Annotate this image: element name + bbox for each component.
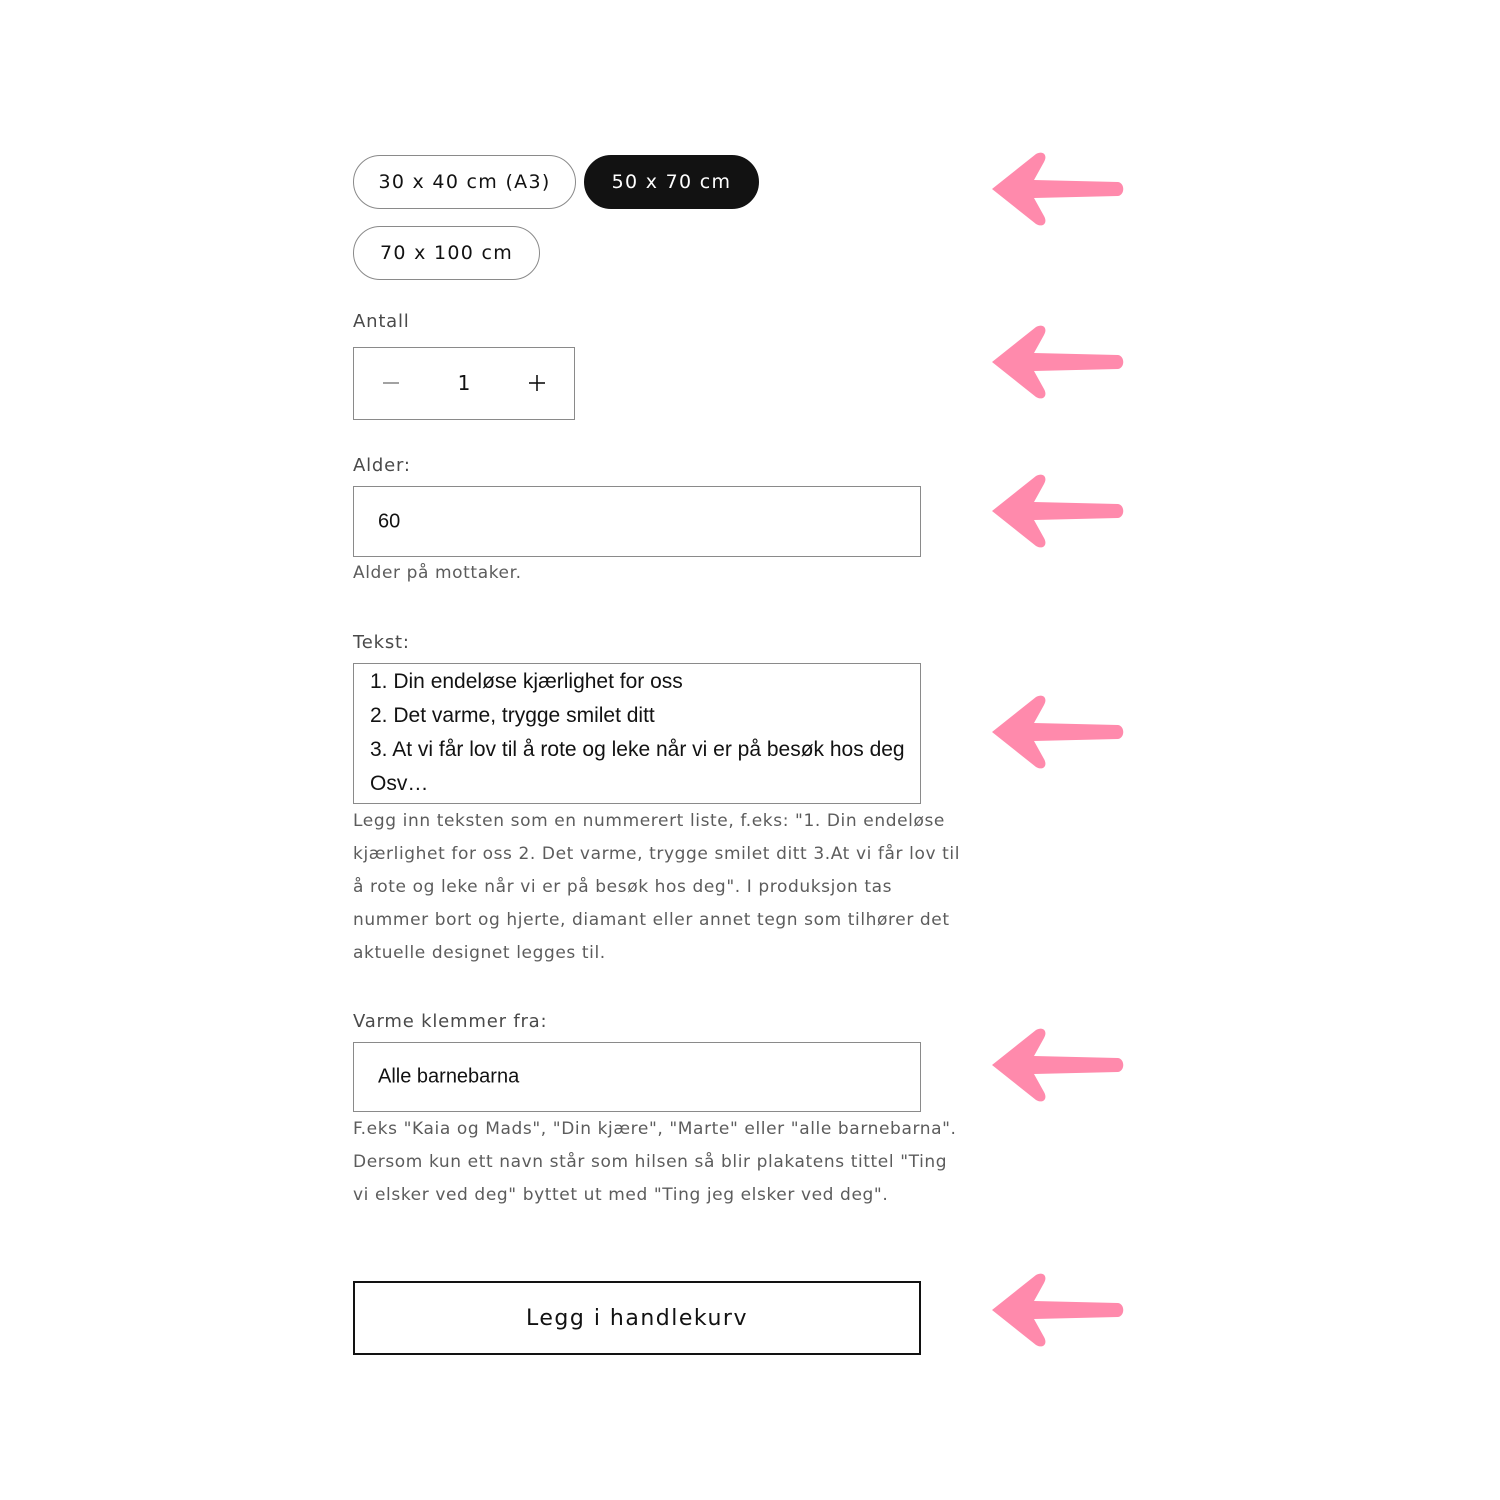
text-textarea[interactable]	[353, 663, 921, 804]
arrow-left-icon	[990, 694, 1125, 770]
arrow-left-icon	[990, 151, 1125, 227]
from-hint-line: vi elsker ved deg" byttet ut med "Ting jeg elsker ved deg".	[353, 1185, 889, 1205]
from-label: Varme klemmer fra:	[353, 1011, 548, 1032]
textarea-line: 1. Din endeløse kjærlighet for oss	[370, 670, 683, 693]
text-hint-line: kjærlighet for oss 2. Det varme, trygge smilet ditt 3.At vi får lov til	[353, 844, 961, 864]
size-option-70x100[interactable]	[353, 226, 540, 280]
quantity-input[interactable]: 1	[457, 371, 471, 395]
text-label: Tekst:	[353, 632, 410, 653]
age-hint: Alder på mottaker.	[353, 563, 522, 583]
arrow-left-icon	[990, 1027, 1125, 1103]
text-hint-line: Legg inn teksten som en nummerert liste, f.eks: "1. Din endeløse	[353, 811, 945, 831]
arrow-left-icon	[990, 324, 1125, 400]
textarea-line: 2. Det varme, trygge smilet ditt	[370, 704, 655, 727]
arrow-left-icon	[990, 473, 1125, 549]
size-option-50x70[interactable]	[584, 155, 759, 209]
age-label: Alder:	[353, 455, 411, 476]
quantity-stepper	[353, 347, 575, 420]
plus-icon	[528, 374, 546, 392]
textarea-line: 3. At vi får lov til å rote og leke når vi er på besøk hos deg	[370, 738, 905, 761]
from-hint-line: Dersom kun ett navn står som hilsen så blir plakatens tittel "Ting	[353, 1152, 948, 1172]
minus-icon	[382, 374, 400, 392]
from-hint-line: F.eks "Kaia og Mads", "Din kjære", "Marte" eller "alle barnebarna".	[353, 1119, 957, 1139]
quantity-decrease-button[interactable]	[354, 348, 428, 418]
age-input-value: 60	[378, 510, 401, 532]
quantity-increase-button[interactable]	[500, 348, 574, 418]
textarea-line: Osv…	[370, 772, 429, 795]
from-hint	[353, 1113, 957, 1212]
quantity-label: Antall	[353, 311, 410, 332]
from-input[interactable]	[353, 1042, 921, 1112]
text-hint-line: aktuelle designet legges til.	[353, 943, 606, 963]
text-hint-line: nummer bort og hjerte, diamant eller annet tegn som tilhører det	[353, 910, 950, 930]
text-hint	[353, 805, 960, 970]
text-hint-line: å rote og leke når vi er på besøk hos deg". I produksjon tas	[353, 877, 893, 897]
size-option-label: 70 x 100 cm	[379, 242, 514, 264]
size-option-30x40[interactable]	[353, 155, 576, 209]
add-to-cart-label: Legg i handlekurv	[526, 1305, 748, 1331]
arrow-left-icon	[990, 1272, 1125, 1348]
age-input[interactable]	[353, 486, 921, 557]
add-to-cart-button[interactable]	[353, 1281, 921, 1355]
size-option-label: 50 x 70 cm	[611, 171, 732, 193]
size-option-label: 30 x 40 cm (A3)	[378, 171, 551, 193]
from-input-value: Alle barnebarna	[378, 1065, 520, 1088]
